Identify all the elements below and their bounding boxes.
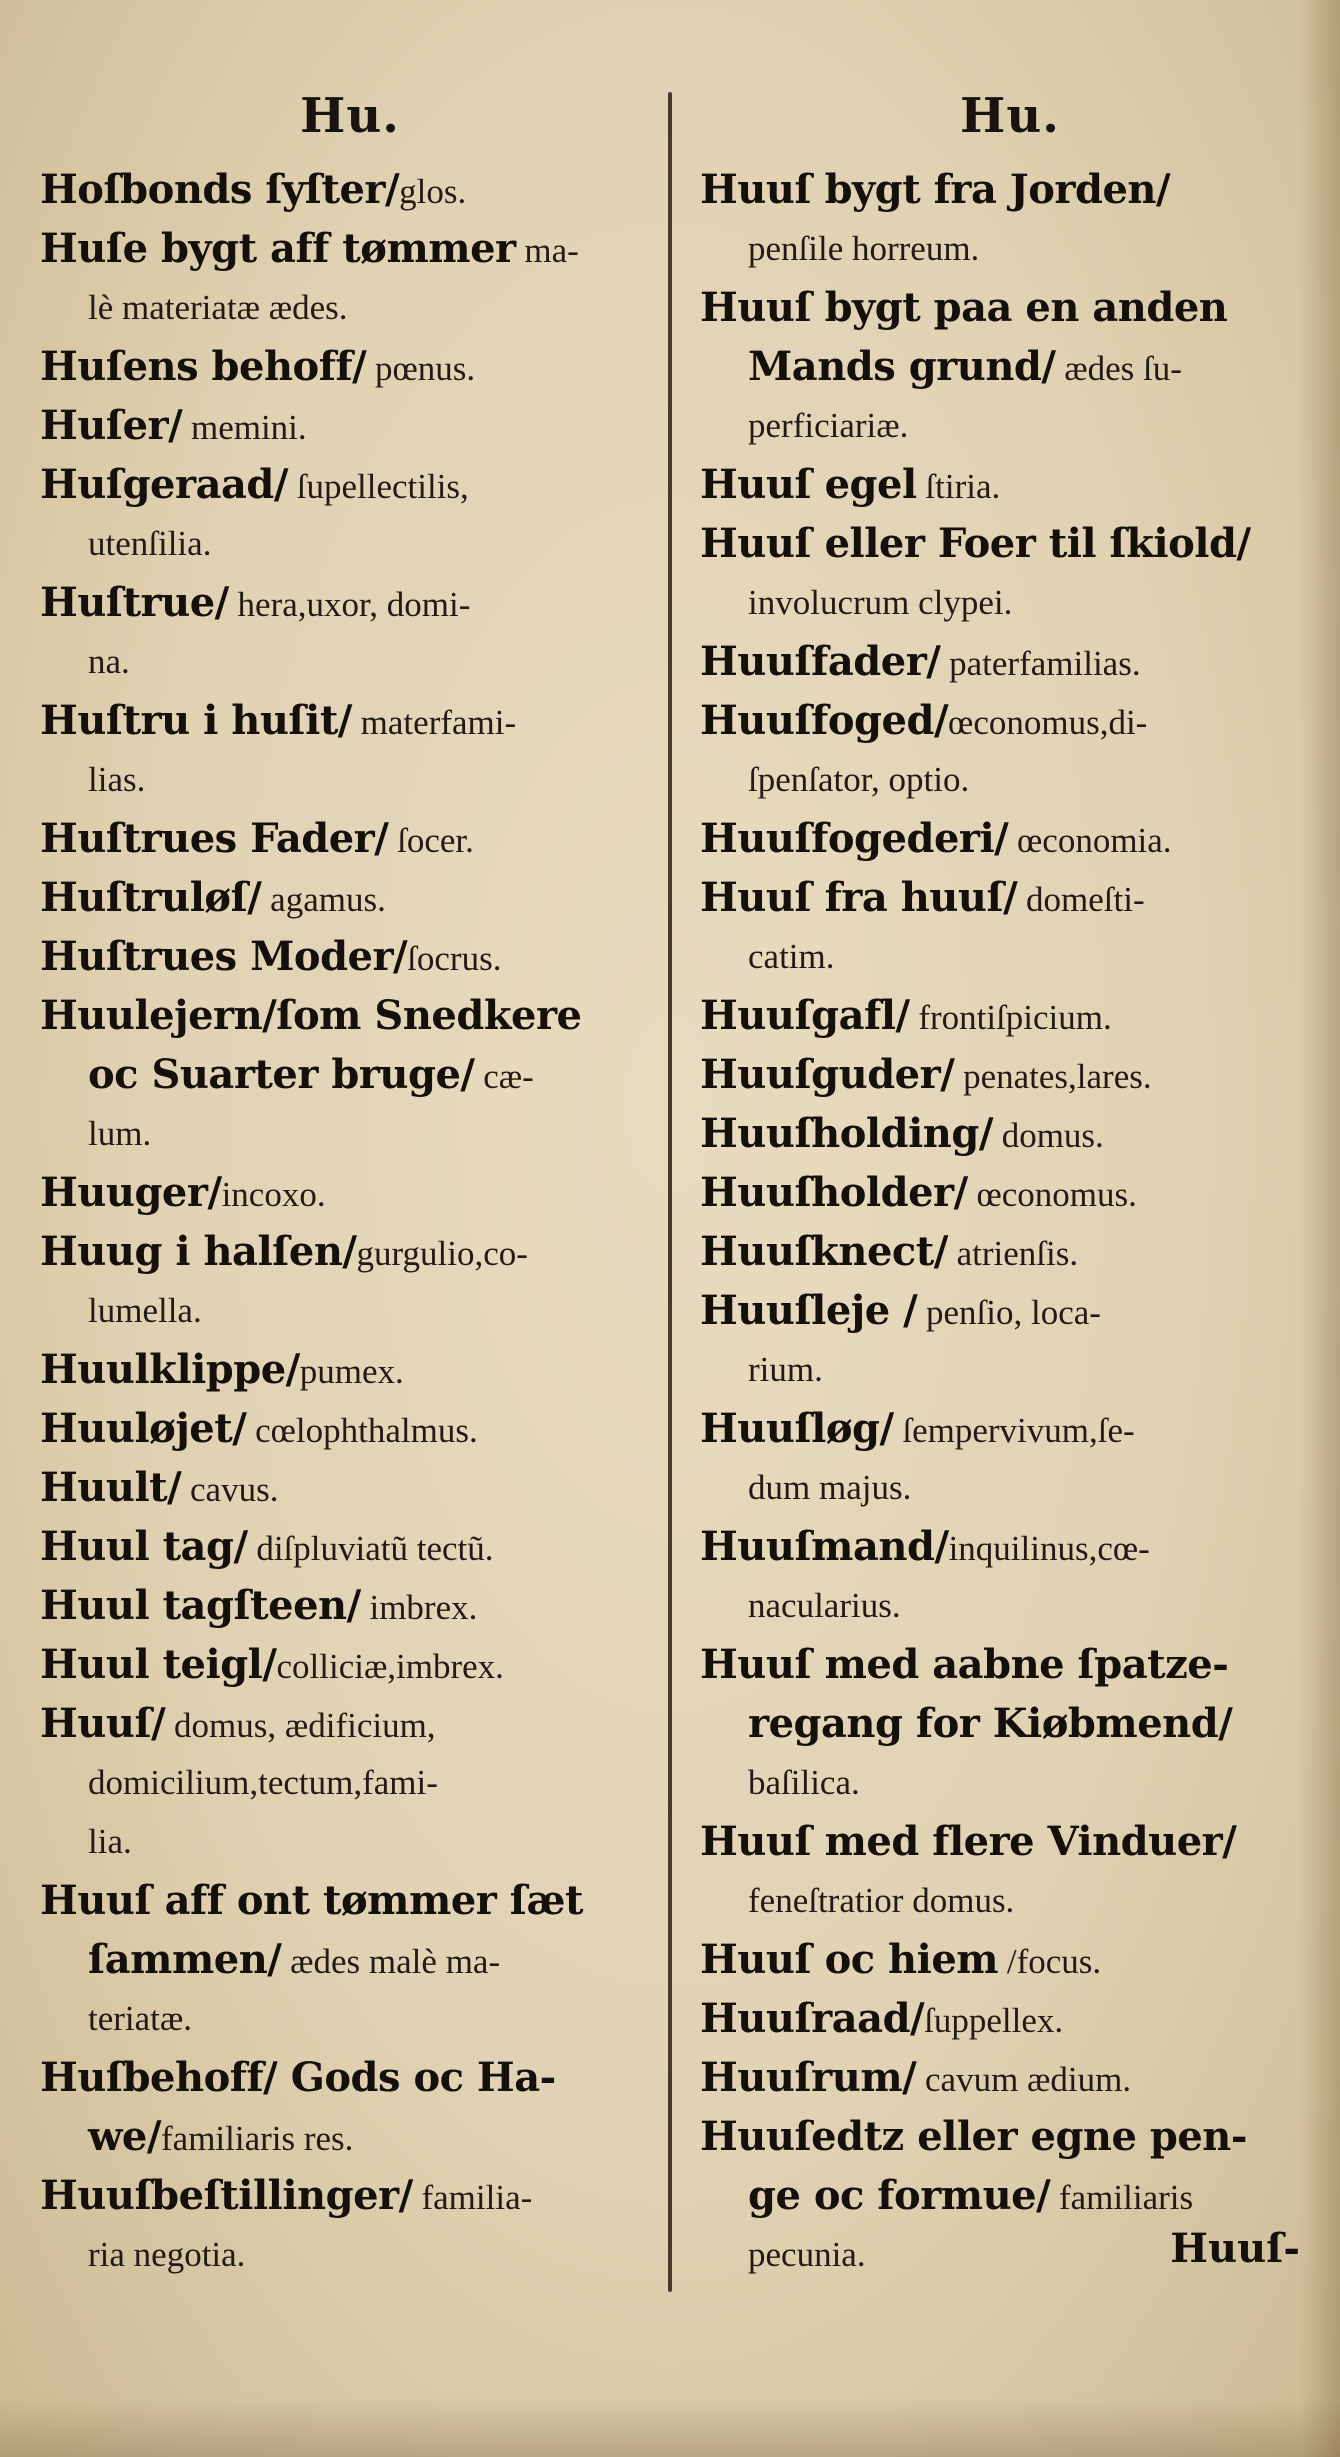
entry-headword: Huſtruløſ/	[40, 874, 262, 921]
entry-translation: paterfamilias.	[940, 644, 1141, 683]
entry-headword: Huuſgafl/	[700, 992, 910, 1039]
entry-headword: regang for Kiøbmend/	[748, 1700, 1233, 1747]
entry-translation: œconomus,di-	[948, 703, 1148, 742]
entry-line	[700, 2048, 1320, 2107]
right-column-header: Hu.	[960, 88, 1060, 144]
entry-line	[700, 632, 1320, 691]
entry-translation: ædes malè ma-	[281, 1942, 501, 1981]
entry-translation: baſilica.	[748, 1763, 860, 1802]
entry-line	[40, 396, 660, 455]
entry-line	[40, 1812, 660, 1871]
entry-headword: Huuſbeſtillinger/	[40, 2172, 413, 2219]
left-column	[40, 0, 660, 2457]
entry-headword: Huuſ/	[40, 1700, 166, 1747]
dictionary-entry	[700, 1104, 1320, 1163]
entry-line	[700, 1930, 1320, 1989]
dictionary-entry	[40, 1222, 660, 1340]
entry-line	[700, 455, 1320, 514]
entry-headword: Huuſfader/	[700, 638, 941, 685]
entry-headword: Huuſ fra huuſ/	[700, 874, 1018, 921]
entry-line	[40, 809, 660, 868]
entry-line	[700, 573, 1320, 632]
dictionary-entry	[40, 455, 660, 573]
entry-line	[700, 1104, 1320, 1163]
entry-line	[40, 927, 660, 986]
entry-translation: cœlophthalmus.	[246, 1411, 478, 1450]
entry-translation: hera,uxor, domi-	[228, 585, 471, 624]
entry-headword: ge oc formue/	[748, 2172, 1051, 2219]
entry-translation: nacularius.	[748, 1586, 901, 1625]
entry-line	[700, 1989, 1320, 2048]
dictionary-entry	[700, 278, 1320, 455]
dictionary-entry	[40, 1635, 660, 1694]
entry-line	[40, 2048, 660, 2107]
entry-translation: ma-	[515, 231, 579, 270]
entry-headword: Huſtru i huſit/	[40, 697, 352, 744]
dictionary-entry	[700, 1517, 1320, 1635]
entry-translation: pumex.	[299, 1352, 404, 1391]
dictionary-entry	[700, 1222, 1320, 1281]
entry-line	[700, 1340, 1320, 1399]
entry-line	[40, 337, 660, 396]
entry-headword: Huuſ med flere Vinduer/	[700, 1818, 1237, 1865]
left-column-header: Hu.	[300, 88, 400, 144]
entry-headword: Huuſguder/	[700, 1051, 955, 1098]
dictionary-entry	[40, 986, 660, 1163]
dictionary-entry	[700, 632, 1320, 691]
entry-translation: dum majus.	[748, 1468, 912, 1507]
entry-headword: Huſtrues Moder/	[40, 933, 408, 980]
entry-line	[700, 986, 1320, 1045]
entry-headword: Mands grund/	[748, 343, 1056, 390]
entry-line	[40, 160, 660, 219]
dictionary-entry	[40, 2166, 660, 2284]
entry-headword: Huſe bygt aff tømmer	[40, 225, 516, 272]
catchword: Huuſ-	[1170, 2225, 1300, 2272]
entry-headword: Huuſholding/	[700, 1110, 993, 1157]
entry-headword: ſammen/	[88, 1936, 282, 1983]
entry-headword: Huuſholder/	[700, 1169, 968, 1216]
entry-headword: Huſens behoff/	[40, 343, 367, 390]
entry-headword: Huul tag/	[40, 1523, 248, 1570]
entry-translation: materfami-	[351, 703, 517, 742]
entry-headword: Huuſraad/	[700, 1995, 925, 2042]
entry-translation: colliciæ,imbrex.	[276, 1647, 504, 1686]
entry-line	[700, 2166, 1320, 2225]
entry-translation: ſtiria.	[916, 467, 1001, 506]
dictionary-entry	[700, 514, 1320, 632]
entry-translation: ædes ſu-	[1055, 349, 1182, 388]
dictionary-entry	[40, 1163, 660, 1222]
dictionary-entry	[40, 1399, 660, 1458]
entry-headword: Huuſ aff ont tømmer ſæt	[40, 1877, 583, 1924]
entry-translation: penſio, loca-	[917, 1293, 1101, 1332]
entry-translation: pœnus.	[366, 349, 476, 388]
entry-headword: Huſgeraad/	[40, 461, 288, 508]
dictionary-entry	[700, 455, 1320, 514]
dictionary-entry	[700, 1163, 1320, 1222]
entry-line	[700, 219, 1320, 278]
entry-line	[40, 1694, 660, 1753]
entry-headword: oc Suarter bruge/	[88, 1051, 475, 1098]
dictionary-entry	[40, 160, 660, 219]
entry-line	[40, 2166, 660, 2225]
entry-translation: cavum ædium.	[916, 2060, 1132, 2099]
entry-headword: Huuſknect/	[700, 1228, 948, 1275]
entry-translation: ſempervivum,ſe-	[893, 1411, 1135, 1450]
entry-translation: frontiſpicium.	[909, 998, 1112, 1037]
entry-line	[40, 1635, 660, 1694]
entry-translation: domus, ædificium,	[165, 1706, 436, 1745]
column-divider-rule	[668, 92, 672, 2292]
right-column	[700, 0, 1320, 2457]
entry-line	[700, 1517, 1320, 1576]
entry-line	[700, 2107, 1320, 2166]
entry-line	[40, 986, 660, 1045]
entry-translation: penſile horreum.	[748, 229, 980, 268]
entry-headword: Huult/	[40, 1464, 182, 1511]
entry-translation: lias.	[88, 760, 146, 799]
entry-line	[40, 750, 660, 809]
entry-translation: familia-	[412, 2178, 533, 2217]
entry-line	[700, 337, 1320, 396]
entry-translation: gurgulio,co-	[356, 1234, 528, 1273]
dictionary-entry	[700, 1045, 1320, 1104]
entry-line	[700, 1635, 1320, 1694]
entry-line	[700, 1458, 1320, 1517]
entry-translation: incoxo.	[221, 1175, 326, 1214]
entry-headword: Huuſ oc hiem	[700, 1936, 999, 1983]
entry-translation: ſpenſator, optio.	[748, 760, 970, 799]
entry-headword: Huuſ egel	[700, 461, 917, 508]
entry-line	[40, 1517, 660, 1576]
entry-line	[40, 1930, 660, 1989]
entry-headword: Huulejern/ſom Snedkere	[40, 992, 582, 1039]
entry-line	[40, 278, 660, 337]
entry-line	[700, 1399, 1320, 1458]
entry-translation: domicilium,tectum,fami-	[88, 1763, 438, 1802]
dictionary-entry	[40, 573, 660, 691]
entry-translation: cavus.	[181, 1470, 279, 1509]
entry-line	[700, 868, 1320, 927]
entry-line	[700, 1871, 1320, 1930]
entry-line	[40, 1222, 660, 1281]
entry-line	[700, 1163, 1320, 1222]
entry-translation: involucrum clypei.	[748, 583, 1013, 622]
dictionary-entry	[700, 809, 1320, 868]
entry-line	[40, 1753, 660, 1812]
entry-line	[40, 868, 660, 927]
entry-translation: familiaris res.	[161, 2119, 354, 2158]
dictionary-entry	[40, 927, 660, 986]
entry-headword: Huul teigl/	[40, 1641, 277, 1688]
entry-translation: glos.	[399, 172, 467, 211]
entry-headword: Huuſrum/	[700, 2054, 917, 2101]
entry-line	[40, 1399, 660, 1458]
dictionary-entry	[40, 809, 660, 868]
entry-line	[40, 1163, 660, 1222]
entry-line	[700, 514, 1320, 573]
dictionary-entry	[40, 1458, 660, 1517]
entry-headword: Huuſleje /	[700, 1287, 918, 1334]
entry-translation: agamus.	[261, 880, 386, 919]
entry-line	[700, 396, 1320, 455]
entry-line	[40, 1281, 660, 1340]
entry-translation: atrienſis.	[947, 1234, 1079, 1273]
dictionary-entry	[700, 986, 1320, 1045]
entry-translation: perficiariæ.	[748, 406, 909, 445]
entry-headword: Huuſfoged/	[700, 697, 949, 744]
entry-line	[40, 573, 660, 632]
dictionary-entry	[40, 868, 660, 927]
entry-headword: Huuſ med aabne ſpatze-	[700, 1641, 1229, 1688]
entry-line	[700, 750, 1320, 809]
entry-headword: Huuløjet/	[40, 1405, 247, 1452]
entry-translation: utenſilia.	[88, 524, 212, 563]
dictionary-entry	[700, 160, 1320, 278]
entry-translation: imbrex.	[360, 1588, 478, 1627]
dictionary-entry	[40, 1517, 660, 1576]
entry-line	[700, 927, 1320, 986]
entry-translation: domus.	[992, 1116, 1104, 1155]
entry-headword: Huul tagſteen/	[40, 1582, 361, 1629]
dictionary-entry	[700, 1989, 1320, 2048]
dictionary-entry	[700, 868, 1320, 986]
entry-translation: ria negotia.	[88, 2235, 246, 2274]
entry-line	[40, 1340, 660, 1399]
dictionary-entry	[40, 1340, 660, 1399]
dictionary-entry	[700, 1635, 1320, 1812]
entry-line	[700, 1694, 1320, 1753]
entry-line	[40, 1458, 660, 1517]
entry-line	[700, 1753, 1320, 1812]
dictionary-entry	[40, 1694, 660, 1871]
entry-line	[40, 219, 660, 278]
entry-translation: œconomia.	[1008, 821, 1172, 860]
entry-line	[40, 1104, 660, 1163]
dictionary-entry	[700, 2048, 1320, 2107]
dictionary-entry	[40, 691, 660, 809]
entry-headword: Huuſ eller Foer til ſkiold/	[700, 520, 1251, 567]
entry-line	[40, 1576, 660, 1635]
entry-line	[40, 2225, 660, 2284]
entry-translation: rium.	[748, 1350, 823, 1389]
entry-translation: domeſti-	[1017, 880, 1145, 919]
entry-translation: ſocer.	[388, 821, 474, 860]
entry-headword: Huſer/	[40, 402, 183, 449]
entry-line	[700, 278, 1320, 337]
entry-headword: Huuger/	[40, 1169, 222, 1216]
entry-translation: lum.	[88, 1114, 152, 1153]
dictionary-entry	[40, 396, 660, 455]
entry-line	[40, 1989, 660, 2048]
entry-line	[700, 1281, 1320, 1340]
entry-translation: pecunia.	[748, 2235, 866, 2274]
dictionary-entry	[40, 1871, 660, 2048]
entry-translation: feneſtratior domus.	[748, 1881, 1015, 1920]
entry-headword: Huuſløg/	[700, 1405, 894, 1452]
dictionary-entry	[700, 1281, 1320, 1399]
entry-line	[700, 809, 1320, 868]
entry-translation: catim.	[748, 937, 835, 976]
dictionary-entry	[700, 1399, 1320, 1517]
entry-translation: penates,lares.	[954, 1057, 1152, 1096]
entry-headword: Huuſedtz eller egne pen-	[700, 2113, 1247, 2160]
entry-translation: ſupellectilis,	[288, 467, 469, 506]
entry-line	[40, 1045, 660, 1104]
dictionary-entry	[700, 1812, 1320, 1930]
entry-headword: Huſbehoff/ Gods oc Ha-	[40, 2054, 556, 2101]
entry-translation: familiaris	[1050, 2178, 1194, 2217]
dictionary-entry	[40, 219, 660, 337]
entry-translation: cæ-	[474, 1057, 534, 1096]
entry-headword: Hoſbonds ſyſter/	[40, 166, 400, 213]
entry-line	[40, 1871, 660, 1930]
entry-translation: lumella.	[88, 1291, 202, 1330]
dictionary-entry	[40, 337, 660, 396]
entry-translation: lia.	[88, 1822, 132, 1861]
dictionary-entry	[700, 1930, 1320, 1989]
entry-line	[40, 455, 660, 514]
entry-headword: Huſtrue/	[40, 579, 229, 626]
entry-line	[700, 1222, 1320, 1281]
entry-translation: œconomus.	[967, 1175, 1137, 1214]
dictionary-entry	[40, 1576, 660, 1635]
entry-headword: Huſtrues Fader/	[40, 815, 389, 862]
dictionary-entry	[700, 691, 1320, 809]
entry-line	[40, 691, 660, 750]
entry-headword: Huuſfogederi/	[700, 815, 1009, 862]
entry-translation: ſuppellex.	[924, 2001, 1064, 2040]
entry-translation: /focus.	[998, 1942, 1102, 1981]
entry-translation: teriatæ.	[88, 1999, 192, 2038]
entry-line	[40, 514, 660, 573]
entry-headword: Huuſ bygt fra Jorden/	[700, 166, 1171, 213]
entry-line	[700, 1576, 1320, 1635]
entry-translation: inquilinus,cœ-	[948, 1529, 1150, 1568]
entry-translation: na.	[88, 642, 130, 681]
entry-line	[700, 160, 1320, 219]
entry-translation: diſpluviatũ tectũ.	[247, 1529, 494, 1568]
entry-translation: lè materiatæ ædes.	[88, 288, 348, 327]
entry-headword: Huulklippe/	[40, 1346, 300, 1393]
entry-line	[700, 1812, 1320, 1871]
entry-translation: ſocrus.	[407, 939, 502, 978]
entry-line	[40, 632, 660, 691]
entry-translation: memini.	[182, 408, 307, 447]
entry-headword: Huug i halſen/	[40, 1228, 357, 1275]
entry-headword: we/	[88, 2113, 161, 2160]
entry-line	[700, 1045, 1320, 1104]
entry-headword: Huuſ bygt paa en anden	[700, 284, 1228, 331]
dictionary-entry	[40, 2048, 660, 2166]
entry-line	[40, 2107, 660, 2166]
entry-line	[700, 691, 1320, 750]
entry-headword: Huuſmand/	[700, 1523, 949, 1570]
